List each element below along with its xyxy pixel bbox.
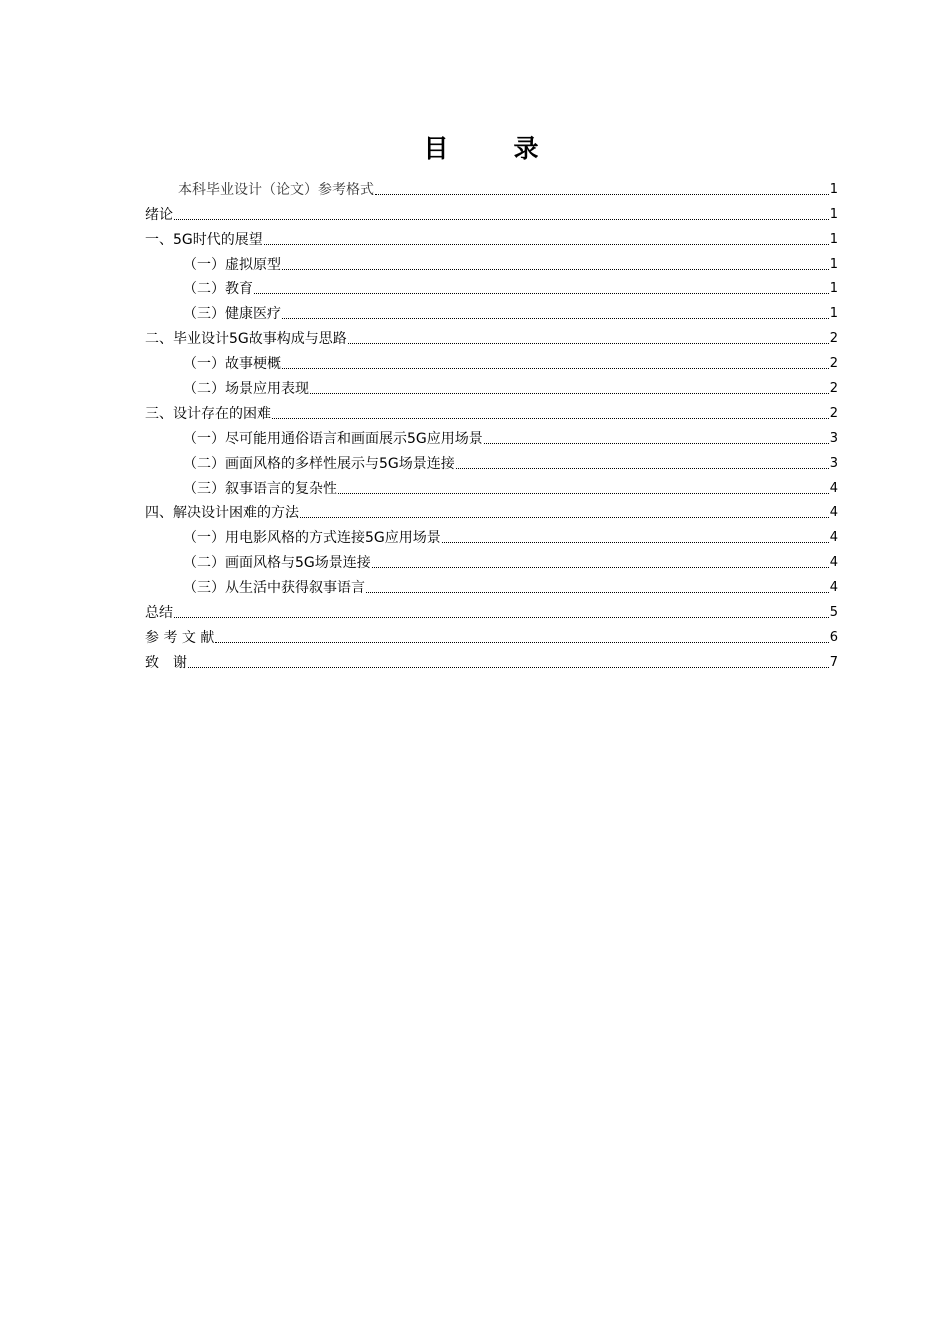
toc-entry-text: （一）用电影风格的方式连接5G应用场景 bbox=[183, 530, 441, 547]
toc-entry[interactable] bbox=[145, 249, 838, 274]
toc-entry-text: （三）从生活中获得叙事语言 bbox=[183, 580, 365, 597]
toc-entry-text: （二）画面风格与5G场景连接 bbox=[183, 555, 371, 572]
toc-page-number: 1 bbox=[829, 281, 838, 297]
toc-dot-leader bbox=[300, 517, 829, 518]
toc-entry[interactable] bbox=[145, 647, 838, 672]
toc-entry[interactable] bbox=[145, 522, 838, 547]
toc-entry[interactable] bbox=[145, 224, 838, 249]
toc-page-number: 2 bbox=[829, 356, 838, 372]
toc-page-number: 1 bbox=[829, 206, 838, 222]
toc-page-number: 2 bbox=[829, 405, 838, 421]
toc-entry-text: 参 考 文 献 bbox=[145, 629, 215, 646]
toc-entry[interactable] bbox=[145, 473, 838, 498]
toc-entry-text: 二、毕业设计5G故事构成与思路 bbox=[145, 331, 347, 348]
toc-page-number: 4 bbox=[829, 555, 838, 571]
toc-dot-leader bbox=[282, 368, 829, 369]
toc-dot-leader bbox=[375, 194, 829, 195]
toc-page-number: 7 bbox=[829, 654, 838, 670]
toc-dot-leader bbox=[348, 343, 829, 344]
toc-dot-leader bbox=[254, 293, 829, 294]
toc-entry[interactable] bbox=[145, 298, 838, 323]
toc-entry-text: （三）叙事语言的复杂性 bbox=[183, 480, 337, 497]
toc-dot-leader bbox=[174, 219, 829, 220]
toc-dot-leader bbox=[215, 642, 828, 643]
toc-page-number: 5 bbox=[829, 605, 838, 621]
toc-page-number: 4 bbox=[829, 530, 838, 546]
toc-page-number: 4 bbox=[829, 480, 838, 496]
toc-dot-leader bbox=[310, 393, 829, 394]
toc-entry[interactable] bbox=[145, 373, 838, 398]
toc-entry-text: （一）虚拟原型 bbox=[183, 256, 281, 273]
toc-page-number: 1 bbox=[829, 306, 838, 322]
toc-page-number: 6 bbox=[829, 629, 838, 645]
toc-page-number: 4 bbox=[829, 505, 838, 521]
toc-entry[interactable] bbox=[145, 398, 838, 423]
toc-page-number: 4 bbox=[829, 580, 838, 596]
toc-title: 目 录 bbox=[423, 134, 559, 163]
toc-entry-text: 三、设计存在的困难 bbox=[145, 405, 271, 422]
toc-entry-text: 四、解决设计困难的方法 bbox=[145, 505, 299, 522]
toc-entry-text: （一）故事梗概 bbox=[183, 356, 281, 373]
toc-entry[interactable] bbox=[145, 498, 838, 523]
toc-entry-text: 致 谢 bbox=[145, 654, 187, 671]
toc-entry-text: 本科毕业设计（论文）参考格式 bbox=[178, 181, 374, 198]
toc-page-number: 3 bbox=[829, 430, 838, 446]
toc-entry[interactable] bbox=[145, 448, 838, 473]
toc-entry[interactable] bbox=[145, 423, 838, 448]
toc-page-number: 2 bbox=[829, 331, 838, 347]
toc-page-number: 1 bbox=[829, 181, 838, 197]
toc-dot-leader bbox=[174, 617, 829, 618]
toc-dot-leader bbox=[484, 443, 829, 444]
toc-dot-leader bbox=[264, 244, 829, 245]
toc-dot-leader bbox=[188, 667, 829, 668]
toc-entry[interactable] bbox=[145, 597, 838, 622]
toc-dot-leader bbox=[282, 318, 829, 319]
toc-entry[interactable] bbox=[145, 274, 838, 299]
toc-entry-text: （三）健康医疗 bbox=[183, 306, 281, 323]
toc-dot-leader bbox=[442, 542, 829, 543]
toc-entry[interactable] bbox=[145, 174, 838, 199]
toc-entry[interactable] bbox=[145, 348, 838, 373]
toc-entry[interactable] bbox=[145, 622, 838, 647]
toc-entry-text: （二）场景应用表现 bbox=[183, 381, 309, 398]
toc-page-number: 2 bbox=[829, 381, 838, 397]
toc-page-number: 1 bbox=[829, 256, 838, 272]
toc-entry-text: 一、5G时代的展望 bbox=[145, 231, 263, 248]
toc-entry[interactable] bbox=[145, 199, 838, 224]
toc-page-number: 3 bbox=[829, 455, 838, 471]
toc-entry[interactable] bbox=[145, 547, 838, 572]
toc-page-number: 1 bbox=[829, 231, 838, 247]
toc-entry[interactable] bbox=[145, 323, 838, 348]
toc-dot-leader bbox=[456, 468, 829, 469]
toc-entry-text: 总结 bbox=[145, 605, 173, 622]
toc-dot-leader bbox=[372, 567, 829, 568]
toc-dot-leader bbox=[282, 269, 829, 270]
toc-list bbox=[145, 174, 838, 672]
toc-dot-leader bbox=[338, 493, 829, 494]
toc-dot-leader bbox=[366, 592, 829, 593]
toc-dot-leader bbox=[272, 418, 829, 419]
toc-entry-text: 绪论 bbox=[145, 206, 173, 223]
toc-entry[interactable] bbox=[145, 572, 838, 597]
toc-entry-text: （一）尽可能用通俗语言和画面展示5G应用场景 bbox=[183, 430, 483, 447]
toc-entry-text: （二）画面风格的多样性展示与5G场景连接 bbox=[183, 455, 455, 472]
toc-entry-text: （二）教育 bbox=[183, 281, 253, 298]
